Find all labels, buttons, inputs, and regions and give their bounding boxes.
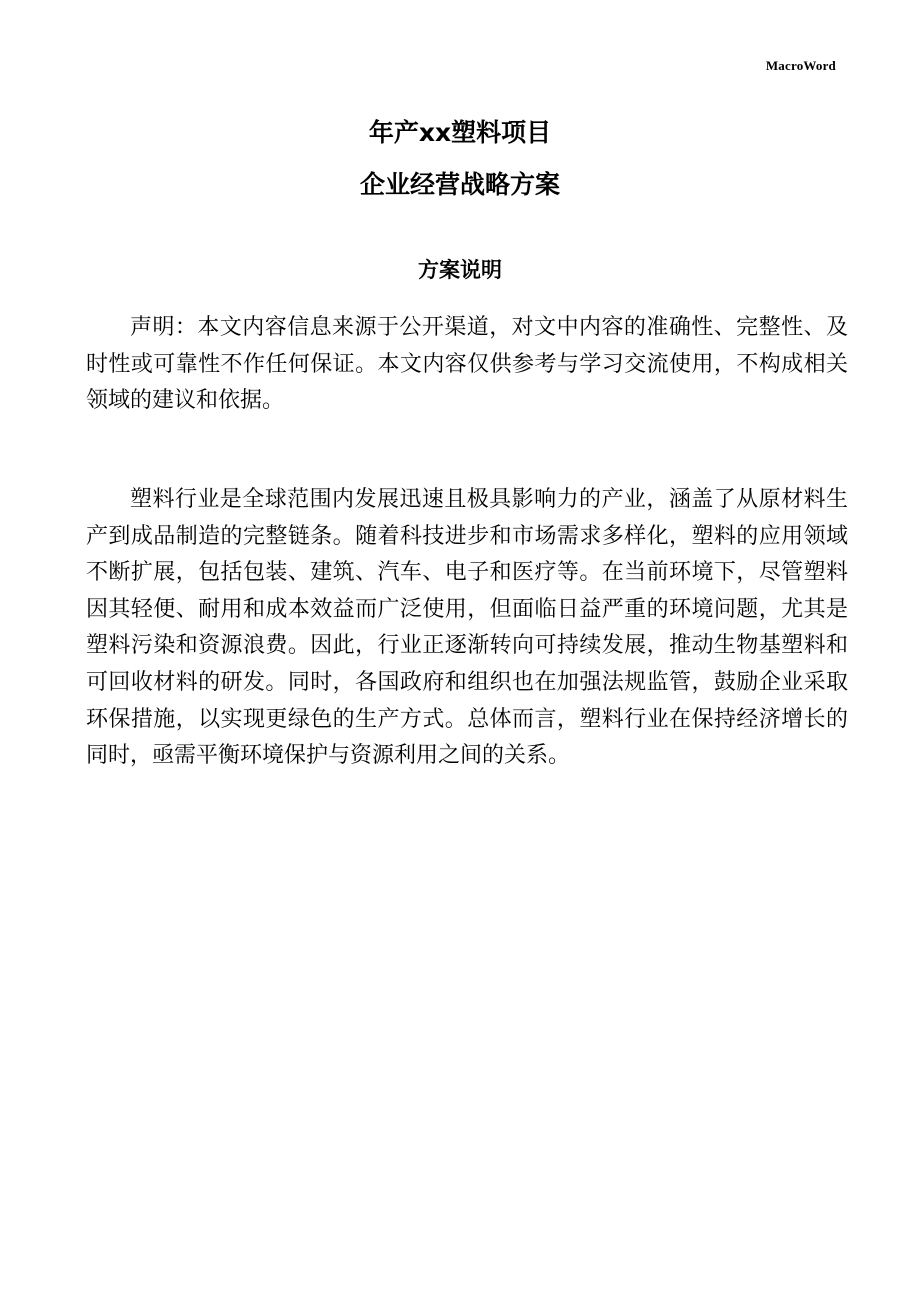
paragraph-disclaimer: 声明：本文内容信息来源于公开渠道，对文中内容的准确性、完整性、及时性或可靠性不作任何保证。本文内容仅供参考与学习交流使用，不构成相关领域的建议和依据。 <box>86 315 848 414</box>
paragraph-industry-overview: 塑料行业是全球范围内发展迅速且极具影响力的产业，涵盖了从原材料生产到成品制造的完整链条。随着科技进步和市场需求多样化，塑料的应用领域不断扩展，包括包装、建筑、汽车、电子和医疗等。在当前环境下，尽管塑料因其轻便、耐用和成本效益而广泛使用，但面临日益严重的环境问题，尤其是塑料污染和资源浪费。因此，行业正逐渐转向可持续发展，推动生物基塑料和可回收材料的研发。同时，各国政府和组织也在加强法规监管，鼓励企业采取环保措施，以实现更绿色的生产方式。总体而言，塑料行业在保持经济增长的同时，亟需平衡环境保护与资源利用之间的关系。 <box>86 487 848 769</box>
header-brand: MacroWord <box>765 58 836 73</box>
document-title-line2: 企业经营战略方案 <box>359 170 560 199</box>
title-block <box>0 118 920 200</box>
document-title-line1: 年产xx塑料项目 <box>368 118 552 147</box>
section-heading: 方案说明 <box>418 258 502 282</box>
